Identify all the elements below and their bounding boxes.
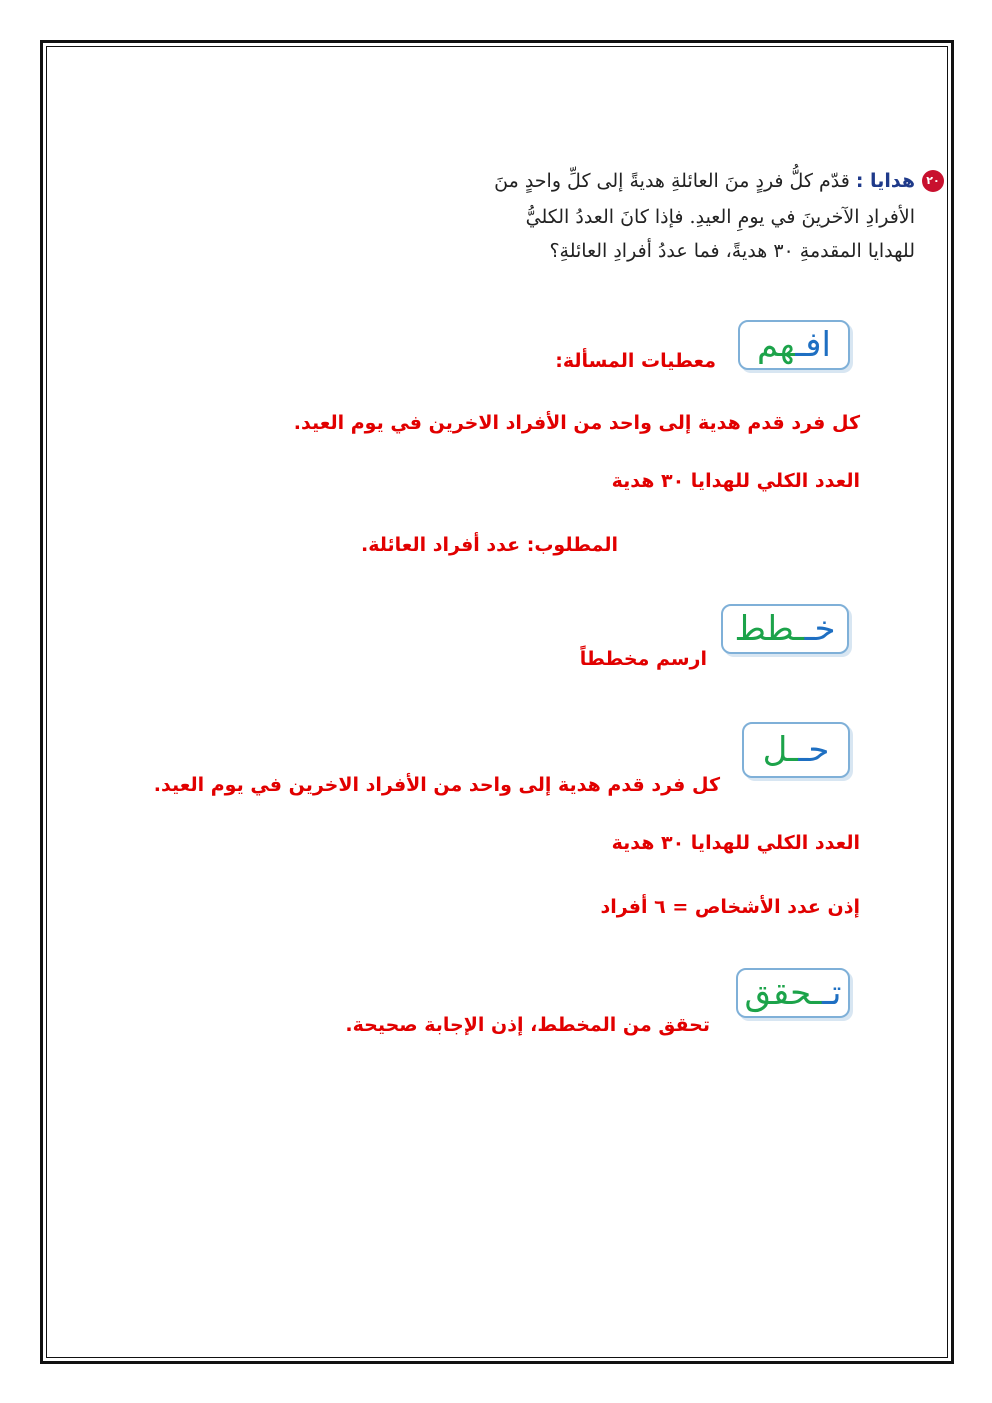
problem-keyword: هدايا :: [855, 170, 915, 192]
plan-tag-part-1: خـ: [804, 609, 836, 649]
solve-tag-part-2: ـل: [762, 730, 799, 770]
check-tag-part-1: تـ: [822, 973, 842, 1013]
check-text: تحقق من المخطط، إذن الإجابة صحيحة.: [345, 1014, 710, 1036]
problem-statement: [415, 136, 940, 266]
given-line-1: كل فرد قدم هدية إلى واحد من الأفراد الاخرين في يوم العيد.: [293, 412, 860, 434]
problem-line-2: الأفرادِ الآخرينَ في يومِ العيدِ. فإذا كانَ العددُ الكليُّ: [525, 206, 915, 228]
required-line: المطلوب: عدد أفراد العائلة.: [361, 534, 618, 556]
problem-text-1: قدّم كلُّ فردٍ منَ العائلةِ هديةً إلى كلِّ واحدٍ منَ: [494, 170, 850, 192]
understand-heading: معطيات المسألة:: [555, 350, 716, 372]
solve-line-3: إذن عدد الأشخاص = ٦ أفراد: [600, 896, 860, 918]
solve-line-2: العدد الكلي للهدايا ٣٠ هدية: [611, 832, 860, 854]
check-tag: [736, 968, 850, 1018]
given-line-2: العدد الكلي للهدايا ٣٠ هدية: [611, 470, 860, 492]
problem-line-3: للهدايا المقدمةِ ٣٠ هديةً، فما عددُ أفرادِ العائلةِ؟: [549, 240, 915, 262]
plan-text: ارسم مخططاً: [579, 648, 707, 670]
plan-tag-part-2: ـطط: [734, 609, 805, 649]
plan-tag: [721, 604, 849, 654]
understand-tag-part-1: افـ: [795, 325, 831, 365]
solve-tag: [742, 722, 850, 778]
problem-line-1: [494, 170, 915, 192]
solve-tag-part-1: حـ: [798, 730, 830, 770]
understand-tag: [738, 320, 850, 370]
problem-number-badge: ٢٠: [922, 170, 944, 192]
solve-line-1: كل فرد قدم هدية إلى واحد من الأفراد الاخرين في يوم العيد.: [153, 774, 720, 796]
understand-tag-part-2: هم: [757, 325, 796, 365]
check-tag-part-2: ـحقق: [744, 973, 823, 1013]
